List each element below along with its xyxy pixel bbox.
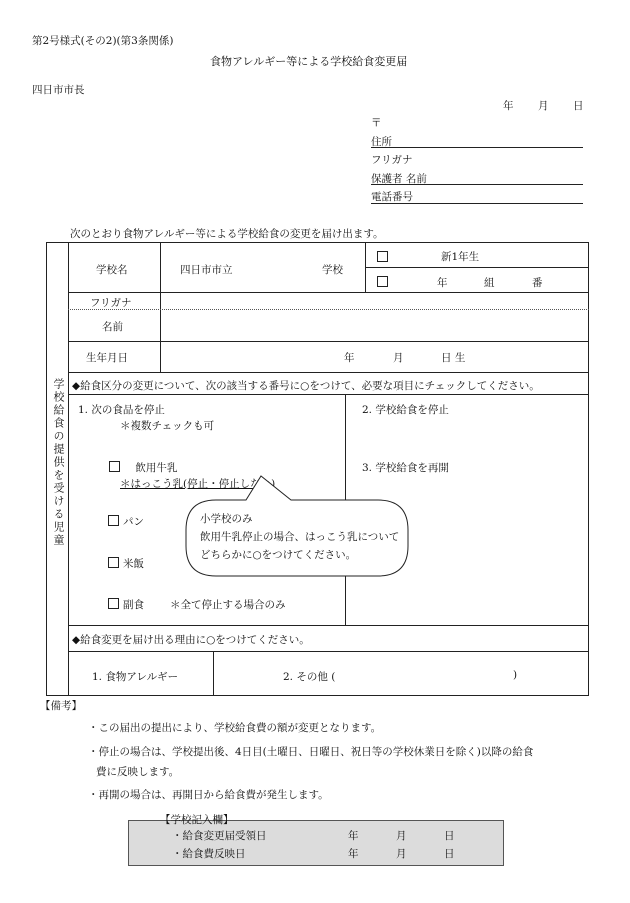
rice-label: 米飯 xyxy=(123,558,144,570)
section2-header: ◆給食変更を届け出る理由に○をつけてください。 xyxy=(72,634,310,646)
side-dish-note: ＊全て停止する場合のみ xyxy=(170,599,286,611)
date-month-label: 月 xyxy=(538,100,549,112)
new-first-grade-checkbox[interactable] xyxy=(377,251,388,262)
reflect-month: 月 xyxy=(396,848,407,860)
form-title: 食物アレルギー等による学校給食変更届 xyxy=(210,55,408,68)
remark-3: ・再開の場合は、再開日から給食費が発生します。 xyxy=(88,789,329,801)
address-field[interactable] xyxy=(371,147,583,148)
reflect-year: 年 xyxy=(348,848,359,860)
bubble-line-2: 飲用牛乳停止の場合、はっこう乳について xyxy=(200,531,400,543)
birth-month-label: 月 xyxy=(393,352,404,364)
address-label: 住所 xyxy=(371,136,392,148)
reason-food-allergy[interactable]: 1. 食物アレルギー xyxy=(92,671,179,683)
remark-1: ・この届出の提出により、学校給食費の額が変更となります。 xyxy=(88,722,382,734)
section1-header: ◆給食区分の変更について、次の該当する番号に○をつけて、必要な項目にチェックしてください。 xyxy=(72,380,540,392)
receipt-month: 月 xyxy=(396,830,407,842)
reason-other-close: ) xyxy=(513,669,518,681)
remark-2b: 費に反映します。 xyxy=(96,766,180,778)
reflect-date-label: ・給食費反映日 xyxy=(172,848,246,860)
intro-text: 次のとおり食物アレルギー等による学校給食の変更を届け出ます。 xyxy=(70,228,384,240)
birthdate-label: 生年月日 xyxy=(86,352,128,364)
date-day-label: 日 xyxy=(573,100,584,112)
reason-other[interactable]: 2. その他 ( xyxy=(283,671,336,683)
receipt-year: 年 xyxy=(348,830,359,842)
option1-title: 1. 次の食品を停止 xyxy=(78,404,165,416)
birth-year-label: 年 xyxy=(344,352,355,364)
school-name-label: 学校名 xyxy=(96,264,128,276)
option3[interactable]: 3. 学校給食を再開 xyxy=(362,462,449,474)
grade-class-checkbox[interactable] xyxy=(377,276,388,287)
option1-note: ＊複数チェックも可 xyxy=(120,420,215,432)
birth-day-label: 日 生 xyxy=(441,352,466,364)
bread-label: パン xyxy=(123,516,144,528)
guardian-name-field[interactable] xyxy=(371,184,583,185)
remarks-title: 【備考】 xyxy=(40,700,82,712)
reflect-day: 日 xyxy=(444,848,455,860)
milk-note: ＊はっこう乳(停止・停止しない) xyxy=(120,478,276,490)
side-dish-checkbox[interactable] xyxy=(108,598,119,609)
postal-mark: 〒 xyxy=(371,117,382,129)
school-box-title: 【学校記入欄】 xyxy=(160,814,234,826)
number-label: 番 xyxy=(532,277,543,289)
phone-label: 電話番号 xyxy=(371,191,413,203)
milk-label: 飲用牛乳 xyxy=(135,462,178,474)
bubble-line-3: どちらかに○をつけてください。 xyxy=(200,549,357,561)
new-first-grade-label: 新1年生 xyxy=(441,251,480,263)
school-suffix: 学校 xyxy=(322,264,343,276)
side-label: 学校給食の提供を受ける児童 xyxy=(52,378,65,547)
receipt-date-label: ・給食変更届受領日 xyxy=(172,830,267,842)
class-label: 組 xyxy=(484,277,495,289)
phone-field[interactable] xyxy=(371,203,583,204)
rice-checkbox[interactable] xyxy=(108,557,119,568)
bread-checkbox[interactable] xyxy=(108,515,119,526)
child-name-label: 名前 xyxy=(102,321,123,333)
form-number: 第2号様式(その2)(第3条関係) xyxy=(32,35,174,47)
furigana-label: フリガナ xyxy=(371,154,413,166)
child-furigana-label: フリガナ xyxy=(90,297,132,309)
receipt-day: 日 xyxy=(444,830,455,842)
date-year-label: 年 xyxy=(503,100,514,112)
side-dish-label: 副食 xyxy=(123,599,144,611)
bubble-line-1: 小学校のみ xyxy=(200,513,253,525)
grade-label: 年 xyxy=(437,277,448,289)
note-bubble xyxy=(186,500,408,576)
addressee: 四日市市長 xyxy=(32,84,85,96)
guardian-name-label: 保護者 名前 xyxy=(371,173,427,185)
milk-checkbox[interactable] xyxy=(109,461,120,472)
school-city: 四日市市立 xyxy=(180,264,233,276)
remark-2a: ・停止の場合は、学校提出後、4日目(土曜日、日曜日、祝日等の学校休業日を除く)以降の給食 xyxy=(88,746,534,758)
option2[interactable]: 2. 学校給食を停止 xyxy=(362,404,449,416)
